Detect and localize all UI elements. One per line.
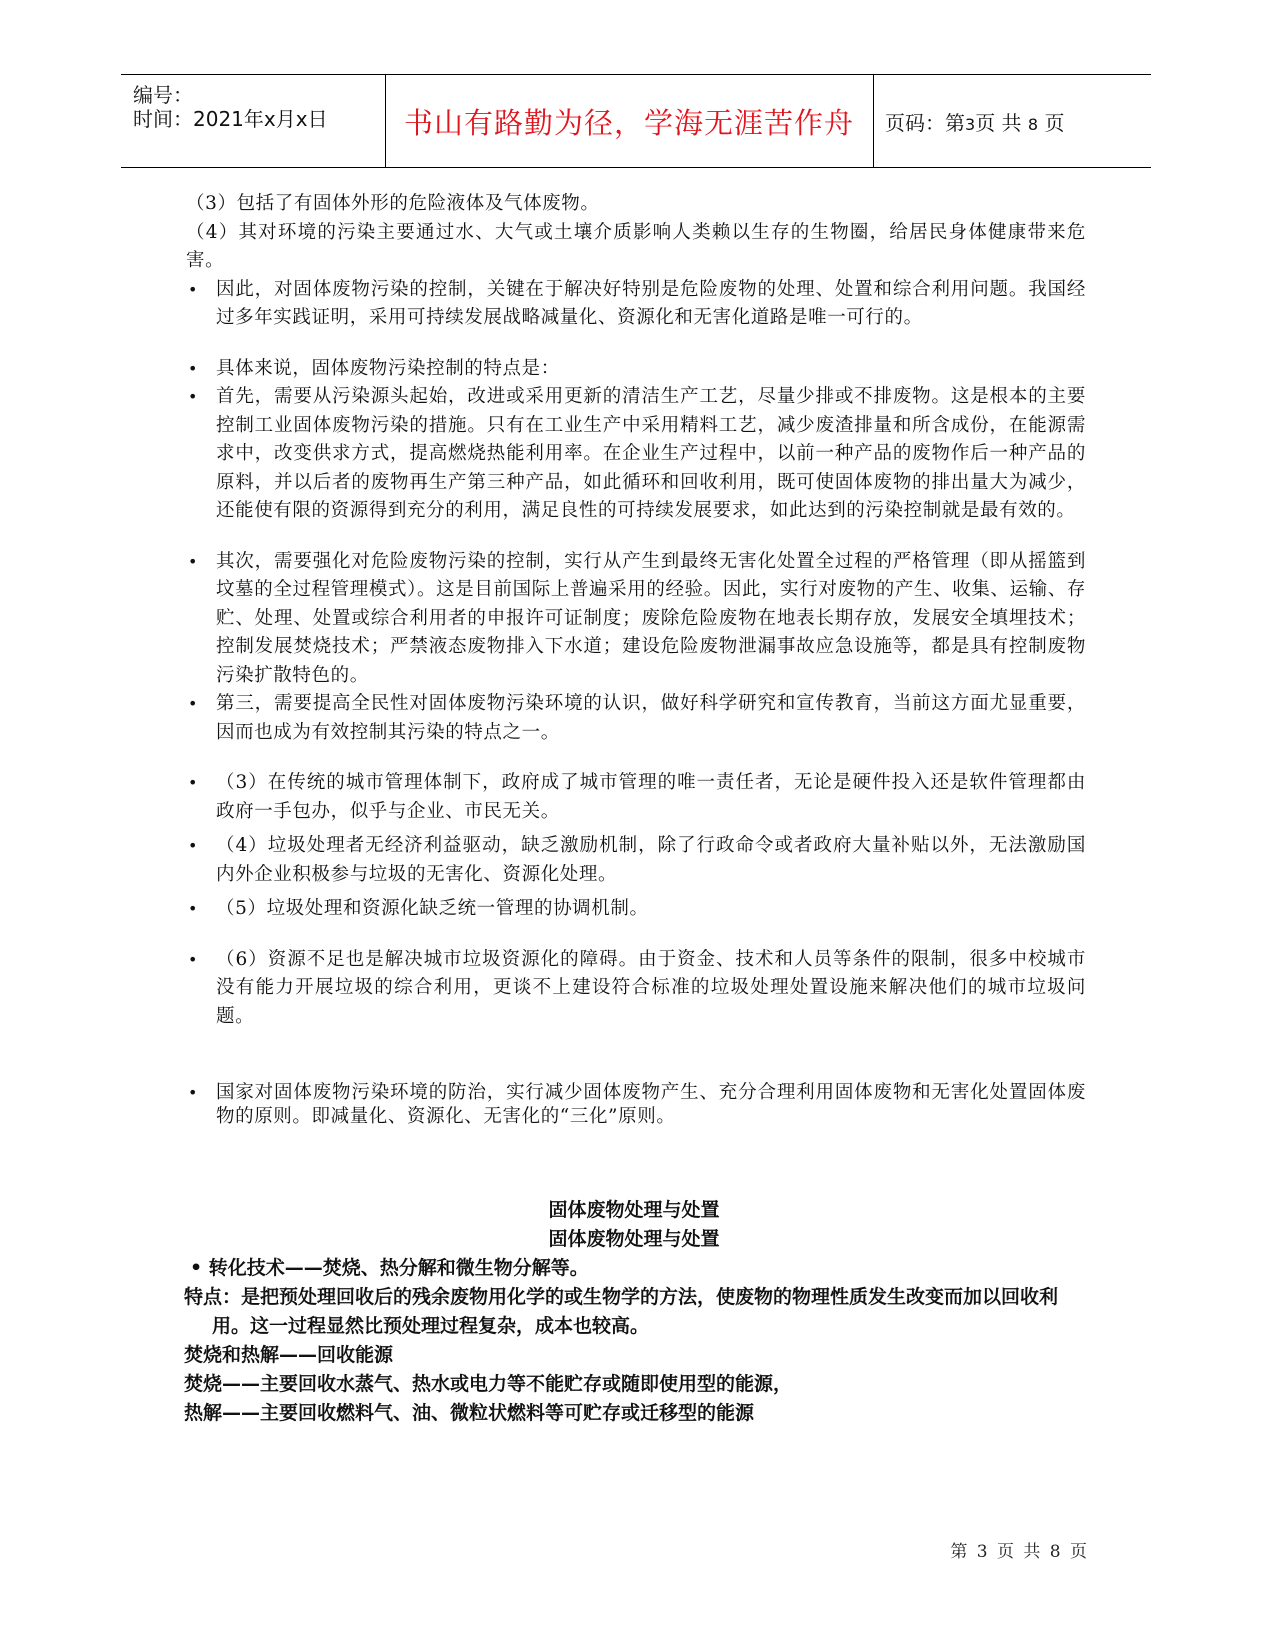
list-item: • （5）垃圾处理和资源化缺乏统一管理的协调机制。 [186, 895, 1086, 924]
bullet-icon: • [190, 1257, 209, 1279]
section-title: 固体废物处理与处置 [548, 1199, 720, 1221]
bullet-icon: • [188, 949, 199, 969]
time-label: 时间：2021年x月x日 [133, 107, 328, 131]
list-item: • （3）在传统的城市管理体制下，政府成了城市管理的唯一责任者，无论是硬件投入还是软件管理都由政府一手包办，似乎与企业、市民无关。 [186, 769, 1086, 826]
section-block [184, 1196, 1084, 1428]
bullet-icon: • [188, 387, 199, 406]
header-info-cell [121, 75, 386, 167]
motto: 书山有路勤为径，学海无涯苦作舟 [403, 105, 854, 140]
text-line: 热解——主要回收燃料气、油、微粒状燃料等可贮存或迁移型的能源 [184, 1402, 755, 1424]
feature-paragraph: 特点：是把预处理回收后的残余废物用化学的或生物学的方法，使废物的物理性质发生改变而加以回收利用。这一过程显然比预处理过程复杂，成本也较高。 [184, 1286, 1059, 1337]
list-item: • （6）资源不足也是解决城市垃圾资源化的障碍。由于资金、技术和人员等条件的限制，很多中校城市没有能力开展垃圾的综合利用，更谈不上建设符合标准的垃圾处理处置设施来解决他们的城市垃圾问题。 [186, 946, 1086, 1032]
text-line: 焚烧——主要回收水蒸气、热水或电力等不能贮存或随即使用型的能源， [184, 1373, 793, 1395]
list-item: • （4）垃圾处理者无经济利益驱动，缺乏激励机制，除了行政命令或者政府大量补贴以外，无法激励国内外企业积极参与垃圾的无害化、资源化处理。 [186, 832, 1086, 889]
header-page-cell [873, 75, 1151, 167]
bullet-icon: • [188, 773, 199, 792]
list-item: • 第三，需要提高全民性对固体废物污染环境的认识，做好科学研究和宣传教育，当前这方面尤显重要，因而也成为有效控制其污染的特点之一。 [186, 690, 1086, 747]
section-title: 固体废物处理与处置 [548, 1228, 720, 1250]
list-item: • 国家对固体废物污染环境的防治，实行减少固体废物产生、充分合理利用固体废物和无害化处置固体废物的原则。即减量化、资源化、无害化的“三化”原则。 [188, 1082, 1086, 1127]
page-header [121, 74, 1151, 168]
bullet-icon: • [188, 358, 199, 378]
page-code: 页码：第3页 共 8 页 [885, 110, 1065, 135]
text-line: 焚烧和热解——回收能源 [184, 1344, 394, 1366]
bullet-icon: • [188, 899, 199, 918]
list-item: • 首先，需要从污染源头起始，改进或采用更新的清洁生产工艺，尽量少排或不排废物。这是根本的主要控制工业固体废物污染的措施。只有在工业生产中采用精料工艺，减少废渣排量和所含成份，在能源需求中，改变供求方式，提高燃烧热能利用率。在企业生产过程中，以前一种产品的废物作后一种产品的原料，并以后者的废物再生产第三种产品，如此循环和回收利用，既可使固体废物的排出量大为减少，还能使有限的资源得到充分的利用，满足良性的可持续发展要求，如此达到的污染控制就是最有效的。 [186, 383, 1086, 526]
list-item: • 转化技术——焚烧、热分解和微生物分解等。 [190, 1257, 589, 1279]
document-body [186, 190, 1086, 1129]
bullet-icon: • [188, 1083, 199, 1102]
bullet-icon: • [188, 836, 199, 855]
list-item: • 具体来说，固体废物污染控制的特点是： [186, 355, 1086, 384]
paragraph-item-3: （3）包括了有固体外形的危险液体及气体废物。 [186, 193, 600, 214]
serial-number-label: 编号： [133, 83, 193, 107]
header-motto-cell [385, 75, 874, 167]
bullet-icon: • [188, 694, 199, 713]
bullet-icon: • [188, 551, 199, 571]
list-item: • 其次，需要强化对危险废物污染的控制，实行从产生到最终无害化处置全过程的严格管理（即从摇篮到坟墓的全过程管理模式）。这是目前国际上普遍采用的经验。因此，实行对废物的产生、收集、运输、存贮、处理、处置或综合利用者的申报许可证制度；废除危险废物在地表长期存放，发展安全填埋技术；控制发展焚烧技术；严禁液态废物排入下水道；建设危险废物泄漏事故应急设施等，都是具有控制废物污染扩散特色的。 [186, 548, 1086, 691]
page-footer: 第 3 页 共 8 页 [950, 1542, 1089, 1562]
bullet-icon: • [188, 279, 199, 299]
list-item: • 因此，对固体废物污染的控制，关键在于解决好特别是危险废物的处理、处置和综合利用问题。我国经过多年实践证明，采用可持续发展战略减量化、资源化和无害化道路是唯一可行的。 [186, 276, 1086, 333]
paragraph-item-4: （4）其对环境的污染主要通过水、大气或土壤介质影响人类赖以生存的生物圈，给居民身体健康带来危害。 [186, 221, 1086, 271]
